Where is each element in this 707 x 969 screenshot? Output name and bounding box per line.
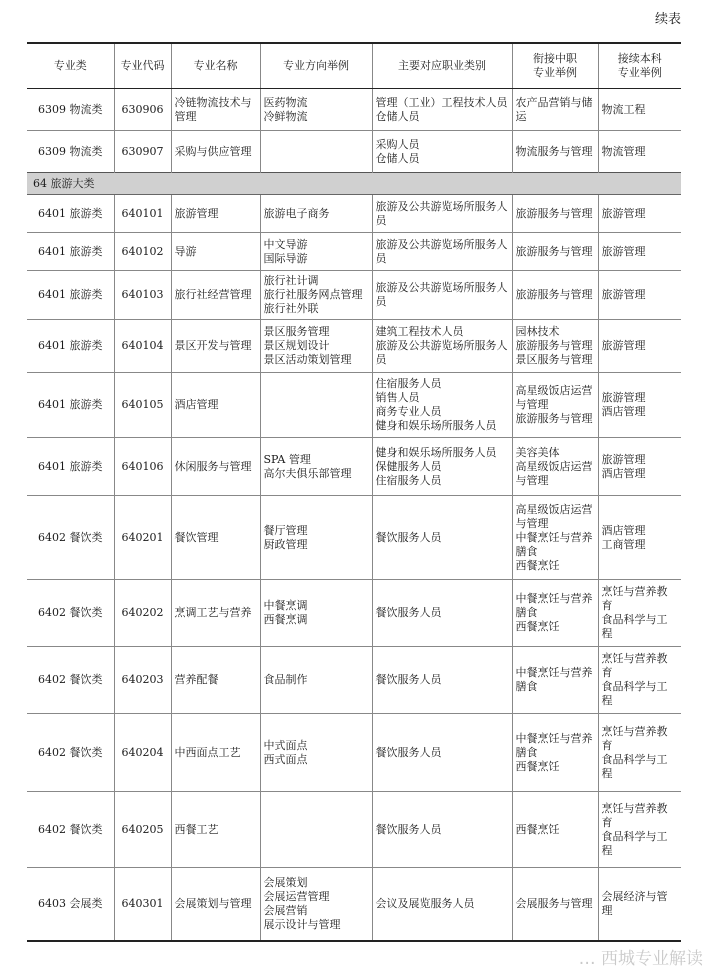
- cell-occupation: 旅游及公共游览场所服务人员: [372, 233, 512, 271]
- category-label: 64 旅游大类: [27, 173, 681, 195]
- cell-name: 休闲服务与管理: [171, 438, 260, 496]
- cell-code: 640204: [114, 714, 171, 792]
- cell-name: 会展策划与管理: [171, 868, 260, 941]
- cell-direction: 中文导游 国际导游: [260, 233, 372, 271]
- cell-secondary: 园林技术 旅游服务与管理 景区服务与管理: [512, 320, 598, 373]
- cell-direction: [260, 131, 372, 173]
- cell-secondary: 旅游服务与管理: [512, 271, 598, 320]
- cell-occupation: 建筑工程技术人员 旅游及公共游览场所服务人员: [372, 320, 512, 373]
- cell-code: 640101: [114, 195, 171, 233]
- major-catalog-table: [27, 42, 681, 942]
- cell-bachelor: 会展经济与管理: [598, 868, 681, 941]
- table-row: [27, 195, 681, 233]
- cell-name: 采购与供应管理: [171, 131, 260, 173]
- cell-category: 6403 会展类: [27, 868, 114, 941]
- cell-code: 630906: [114, 89, 171, 131]
- cell-bachelor: 旅游管理: [598, 320, 681, 373]
- cell-code: 640103: [114, 271, 171, 320]
- table-row: [27, 373, 681, 438]
- cell-code: 640202: [114, 580, 171, 647]
- table-row: [27, 131, 681, 173]
- cell-bachelor: 旅游管理: [598, 233, 681, 271]
- cell-category: 6401 旅游类: [27, 271, 114, 320]
- cell-occupation: 餐饮服务人员: [372, 792, 512, 868]
- cell-code: 640104: [114, 320, 171, 373]
- table-row: [27, 233, 681, 271]
- cell-occupation: 健身和娱乐场所服务人员 保健服务人员 住宿服务人员: [372, 438, 512, 496]
- cell-category: 6402 餐饮类: [27, 580, 114, 647]
- cell-name: 营养配餐: [171, 647, 260, 714]
- cell-code: 640203: [114, 647, 171, 714]
- cell-occupation: 旅游及公共游览场所服务人员: [372, 271, 512, 320]
- cell-code: 640102: [114, 233, 171, 271]
- col-header: 接续本科 专业举例: [598, 43, 681, 89]
- cell-occupation: 餐饮服务人员: [372, 580, 512, 647]
- col-header: 衔接中职 专业举例: [512, 43, 598, 89]
- cell-direction: 医药物流 冷鲜物流: [260, 89, 372, 131]
- header-row: [27, 43, 681, 89]
- cell-occupation: 旅游及公共游览场所服务人员: [372, 195, 512, 233]
- cell-secondary: 农产品营销与储运: [512, 89, 598, 131]
- cell-name: 烹调工艺与营养: [171, 580, 260, 647]
- cell-name: 餐饮管理: [171, 496, 260, 580]
- cell-occupation: 采购人员 仓储人员: [372, 131, 512, 173]
- cell-secondary: 中餐烹饪与营养膳食 西餐烹饪: [512, 580, 598, 647]
- cell-category: 6402 餐饮类: [27, 714, 114, 792]
- col-header: 主要对应职业类别: [372, 43, 512, 89]
- cell-bachelor: 酒店管理 工商管理: [598, 496, 681, 580]
- cell-name: 西餐工艺: [171, 792, 260, 868]
- cell-direction: 旅游电子商务: [260, 195, 372, 233]
- cell-bachelor: 物流管理: [598, 131, 681, 173]
- cell-name: 导游: [171, 233, 260, 271]
- cell-code: 630907: [114, 131, 171, 173]
- table-row: [27, 868, 681, 941]
- cell-name: 酒店管理: [171, 373, 260, 438]
- cell-direction: 会展策划 会展运营管理 会展营销 展示设计与管理: [260, 868, 372, 941]
- cell-category: 6402 餐饮类: [27, 496, 114, 580]
- col-header: 专业名称: [171, 43, 260, 89]
- cell-code: 640106: [114, 438, 171, 496]
- cell-category: 6401 旅游类: [27, 320, 114, 373]
- cell-name: 冷链物流技术与管理: [171, 89, 260, 131]
- watermark: … 西城专业解读: [578, 949, 703, 969]
- table-row: [27, 714, 681, 792]
- cell-code: 640105: [114, 373, 171, 438]
- cell-occupation: 会议及展览服务人员: [372, 868, 512, 941]
- table-row: [27, 271, 681, 320]
- cell-secondary: 会展服务与管理: [512, 868, 598, 941]
- cell-secondary: 物流服务与管理: [512, 131, 598, 173]
- cell-name: 景区开发与管理: [171, 320, 260, 373]
- cell-bachelor: 旅游管理: [598, 271, 681, 320]
- table-row: [27, 438, 681, 496]
- cell-direction: 旅行社计调 旅行社服务网点管理 旅行社外联: [260, 271, 372, 320]
- table-row: [27, 496, 681, 580]
- cell-direction: 中式面点 西式面点: [260, 714, 372, 792]
- col-header: 专业代码: [114, 43, 171, 89]
- cell-code: 640205: [114, 792, 171, 868]
- cell-bachelor: 烹饪与营养教育 食品科学与工程: [598, 714, 681, 792]
- cell-category: 6401 旅游类: [27, 438, 114, 496]
- cell-category: 6402 餐饮类: [27, 647, 114, 714]
- cell-occupation: 餐饮服务人员: [372, 714, 512, 792]
- cell-category: 6402 餐饮类: [27, 792, 114, 868]
- cell-secondary: 旅游服务与管理: [512, 195, 598, 233]
- cell-secondary: 高星级饭店运营与管理 中餐烹饪与营养膳食 西餐烹饪: [512, 496, 598, 580]
- continued-label: 续表: [654, 12, 681, 27]
- cell-category: 6309 物流类: [27, 89, 114, 131]
- cell-code: 640301: [114, 868, 171, 941]
- cell-secondary: 中餐烹饪与营养膳食 西餐烹饪: [512, 714, 598, 792]
- col-header: 专业类: [27, 43, 114, 89]
- cell-occupation: 餐饮服务人员: [372, 496, 512, 580]
- table-row: [27, 320, 681, 373]
- table-row: [27, 647, 681, 714]
- cell-bachelor: 旅游管理 酒店管理: [598, 373, 681, 438]
- cell-direction: [260, 373, 372, 438]
- cell-category: 6401 旅游类: [27, 233, 114, 271]
- table-row: [27, 792, 681, 868]
- cell-direction: 食品制作: [260, 647, 372, 714]
- cell-direction: SPA 管理 高尔夫俱乐部管理: [260, 438, 372, 496]
- cell-category: 6309 物流类: [27, 131, 114, 173]
- cell-secondary: 中餐烹饪与营养膳食: [512, 647, 598, 714]
- cell-name: 中西面点工艺: [171, 714, 260, 792]
- cell-occupation: 管理（工业）工程技术人员 仓储人员: [372, 89, 512, 131]
- table-row: [27, 89, 681, 131]
- cell-direction: [260, 792, 372, 868]
- cell-secondary: 高星级饭店运营与管理 旅游服务与管理: [512, 373, 598, 438]
- cell-direction: 中餐烹调 西餐烹调: [260, 580, 372, 647]
- table-row: [27, 580, 681, 647]
- cell-category: 6401 旅游类: [27, 373, 114, 438]
- cell-category: 6401 旅游类: [27, 195, 114, 233]
- cell-secondary: 美容美体 高星级饭店运营与管理: [512, 438, 598, 496]
- cell-bachelor: 旅游管理 酒店管理: [598, 438, 681, 496]
- cell-bachelor: 烹饪与营养教育 食品科学与工程: [598, 792, 681, 868]
- cell-bachelor: 物流工程: [598, 89, 681, 131]
- cell-bachelor: 旅游管理: [598, 195, 681, 233]
- cell-bachelor: 烹饪与营养教育 食品科学与工程: [598, 647, 681, 714]
- cell-direction: 餐厅管理 厨政管理: [260, 496, 372, 580]
- col-header: 专业方向举例: [260, 43, 372, 89]
- cell-secondary: 旅游服务与管理: [512, 233, 598, 271]
- cell-occupation: 住宿服务人员 销售人员 商务专业人员 健身和娱乐场所服务人员: [372, 373, 512, 438]
- cell-name: 旅游管理: [171, 195, 260, 233]
- cell-bachelor: 烹饪与营养教育 食品科学与工程: [598, 580, 681, 647]
- cell-occupation: 餐饮服务人员: [372, 647, 512, 714]
- category-row: [27, 173, 681, 195]
- cell-direction: 景区服务管理 景区规划设计 景区活动策划管理: [260, 320, 372, 373]
- cell-name: 旅行社经营管理: [171, 271, 260, 320]
- cell-code: 640201: [114, 496, 171, 580]
- cell-secondary: 西餐烹饪: [512, 792, 598, 868]
